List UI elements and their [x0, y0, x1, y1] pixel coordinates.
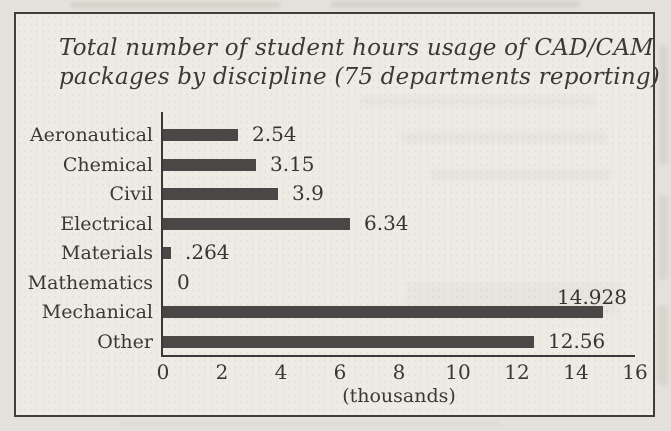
x-tick-label: 12 — [504, 360, 530, 384]
value-label: 2.54 — [252, 122, 297, 146]
category-label: Electrical — [60, 212, 153, 235]
page-bleed-through — [330, 1, 580, 8]
category-label: Civil — [109, 183, 153, 205]
category-label: Mathematics — [27, 271, 153, 294]
value-label: 3.9 — [292, 181, 324, 205]
page-bleed-through — [657, 305, 668, 385]
x-tick-label: 8 — [392, 360, 406, 384]
x-tick-label: 10 — [445, 360, 471, 384]
bar — [163, 188, 278, 200]
page-bleed-through — [120, 421, 500, 426]
x-tick-label: 0 — [156, 360, 170, 384]
bar — [163, 306, 603, 318]
bar — [163, 247, 171, 259]
value-label: 0 — [177, 269, 190, 294]
x-tick-label: 4 — [274, 360, 288, 384]
value-label: 3.15 — [270, 151, 315, 176]
bar-chart — [16, 14, 653, 415]
bar — [163, 218, 350, 230]
y-axis-line — [161, 112, 163, 357]
page-bleed-through — [70, 2, 280, 8]
category-label: Aeronautical — [29, 124, 153, 146]
category-label: Chemical — [62, 153, 153, 176]
category-label: Materials — [61, 242, 153, 264]
figure-frame — [14, 12, 660, 417]
bar — [163, 159, 256, 171]
category-label: Other — [97, 330, 153, 353]
x-tick-label: 16 — [622, 360, 648, 384]
x-tick-label: 6 — [333, 360, 347, 384]
value-label: 6.34 — [364, 210, 409, 235]
value-label: 12.56 — [548, 328, 606, 353]
page-bleed-through — [658, 195, 668, 280]
value-label: 14.928 — [557, 285, 627, 309]
chart-title-line-2: packages by discipline (75 departments reporting) — [59, 64, 660, 90]
x-tick-label: 2 — [215, 360, 229, 384]
bar — [163, 336, 534, 348]
bar — [163, 129, 238, 141]
x-axis-unit-label: (thousands) — [342, 385, 456, 407]
x-tick-label: 14 — [563, 360, 589, 384]
x-axis-line — [161, 355, 635, 357]
value-label: .264 — [185, 240, 230, 264]
page-bleed-through — [659, 45, 668, 165]
category-label: Mechanical — [41, 301, 153, 323]
chart-title-line-1: Total number of student hours usage of CAD/CAM — [59, 35, 654, 61]
